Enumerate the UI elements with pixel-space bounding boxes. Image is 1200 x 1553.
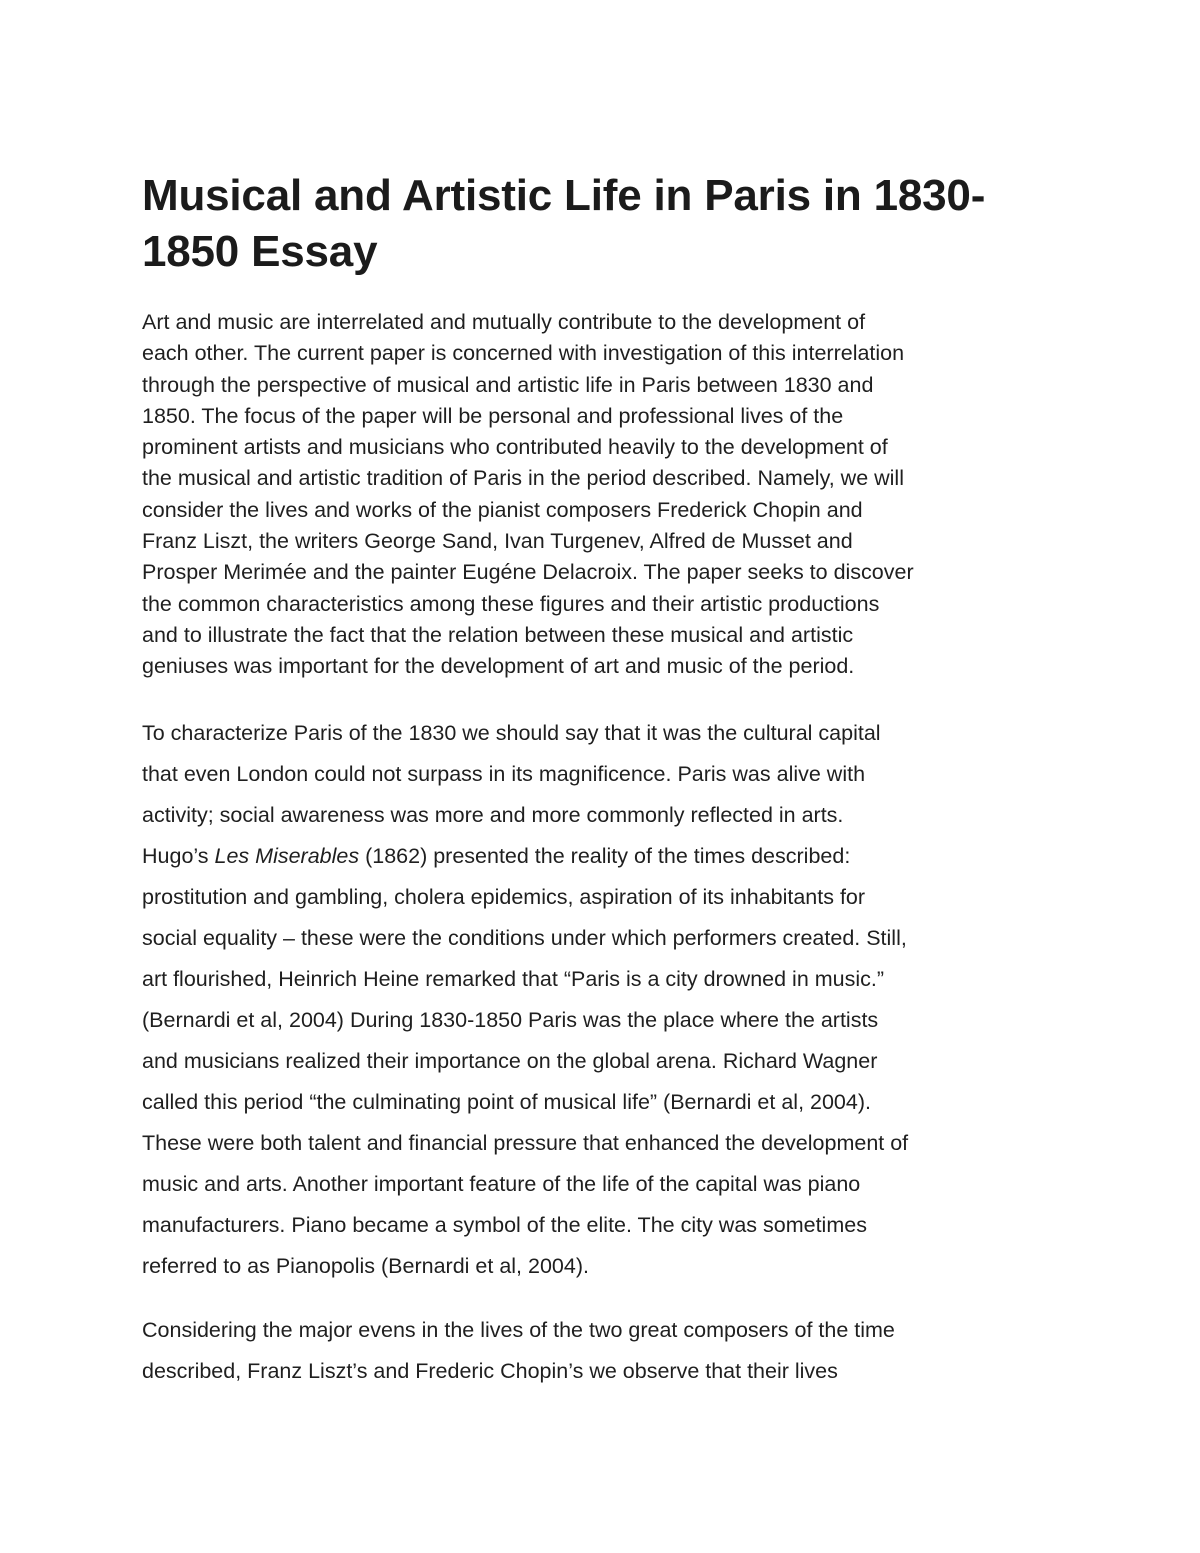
text-line: activity; social awareness was more and more commonly reflected in arts.: [142, 802, 844, 827]
text-line: [142, 836, 1062, 877]
text-line: described, Franz Liszt’s and Frederic Chopin’s we observe that their lives: [142, 1358, 838, 1383]
paragraph-intro: [142, 307, 1062, 683]
text-line: and musicians realized their importance on the global arena. Richard Wagner: [142, 1048, 878, 1073]
text-line: through the perspective of musical and artistic life in Paris between 1830 and: [142, 372, 874, 397]
text-segment: Hugo’s: [142, 843, 215, 868]
text-line: To characterize Paris of the 1830 we should say that it was the cultural capital: [142, 720, 881, 745]
page-title: [142, 168, 1062, 280]
text-line: prominent artists and musicians who contributed heavily to the development of: [142, 435, 888, 460]
title-line: 1850 Essay: [142, 227, 378, 276]
text-line: 1850. The focus of the paper will be personal and professional lives of the: [142, 403, 844, 428]
paragraph-composers: [142, 1310, 1062, 1392]
text-segment: (1862) presented the reality of the times described:: [359, 843, 851, 868]
paragraph-paris-1830: [142, 713, 1062, 1287]
text-line: social equality – these were the conditions under which performers created. Still,: [142, 925, 907, 950]
text-line: prostitution and gambling, cholera epidemics, aspiration of its inhabitants for: [142, 884, 866, 909]
title-line: Musical and Artistic Life in Paris in 1830-: [142, 171, 986, 220]
text-line: Franz Liszt, the writers George Sand, Ivan Turgenev, Alfred de Musset and: [142, 529, 853, 554]
text-line: each other. The current paper is concerned with investigation of this interrelation: [142, 341, 905, 366]
text-line: called this period “the culminating point of musical life” (Bernardi et al, 2004).: [142, 1089, 871, 1114]
document-body: [142, 168, 1062, 1392]
text-line: Considering the major evens in the lives of the two great composers of the time: [142, 1317, 895, 1342]
text-line: music and arts. Another important feature of the life of the capital was piano: [142, 1171, 861, 1196]
text-line: (Bernardi et al, 2004) During 1830-1850 Paris was the place where the artists: [142, 1007, 879, 1032]
text-line: These were both talent and financial pressure that enhanced the development of: [142, 1130, 909, 1155]
text-line: Art and music are interrelated and mutually contribute to the development of: [142, 310, 866, 334]
text-line: manufacturers. Piano became a symbol of the elite. The city was sometimes: [142, 1212, 867, 1237]
text-line: art flourished, Heinrich Heine remarked that “Paris is a city drowned in music.”: [142, 966, 885, 991]
text-line: consider the lives and works of the pianist composers Frederick Chopin and: [142, 497, 863, 522]
text-line: Prosper Merimée and the painter Eugéne Delacroix. The paper seeks to discover: [142, 560, 914, 585]
text-line: the musical and artistic tradition of Paris in the period described. Namely, we will: [142, 466, 904, 491]
text-line: referred to as Pianopolis (Bernardi et al, 2004).: [142, 1253, 589, 1278]
text-line: that even London could not surpass in its magnificence. Paris was alive with: [142, 761, 866, 786]
italic-book-title: Les Miserables: [214, 843, 360, 868]
text-line: and to illustrate the fact that the relation between these musical and artistic: [142, 622, 854, 647]
text-line: the common characteristics among these figures and their artistic productions: [142, 591, 880, 616]
text-line: geniuses was important for the development of art and music of the period.: [142, 654, 855, 679]
